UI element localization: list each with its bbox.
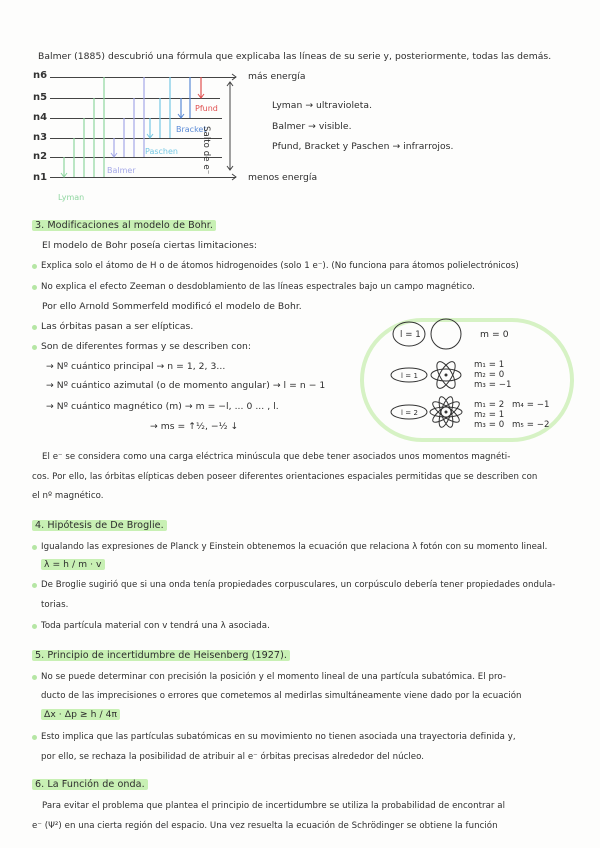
s3-para-c: el nº magnético. [32, 491, 104, 501]
de-broglie-equation [41, 559, 105, 571]
bullet-icon [32, 624, 37, 629]
s3-para-b: cos. Por ello, las órbitas elípticas deben poseer diferentes orientaciones espaciales permitidas que se describen con [32, 472, 538, 482]
level-label-n3: n3 [33, 132, 48, 143]
note-lyman: Lyman → ultravioleta. [272, 100, 373, 111]
s5-bullet-b-cont: por ello, se rechaza la posibilidad de atribuir al e⁻ órbitas precisas alrededor del núcleo. [41, 752, 425, 762]
series-label-bracket: Bracket [176, 125, 207, 134]
section-4-heading-text: 4. Hipótesis de De Broglie. [32, 520, 167, 531]
level-label-n6: n6 [33, 70, 48, 81]
section-5-heading [32, 650, 290, 662]
bullet-icon [32, 735, 37, 740]
quantum-number-magnetic: → Nº cuántico magnético (m) → m = −l, ... 0 ... , l. [46, 401, 279, 412]
orbital-m0-label: m = 0 [480, 329, 509, 340]
section-6-heading [32, 779, 148, 791]
orbital-l1-label: l = 1 [401, 372, 418, 380]
s5-bullet-a-cont: ducto de las imprecisiones o errores que cometemos al medirlas simultáneamente viene dado por la ecuación [41, 691, 522, 701]
de-broglie-equation-text: λ = h / m · v [41, 559, 105, 570]
s4-bullet-wave: De Broglie sugirió que si una onda tenía propiedades corpusculares, un corpúsculo debería tener propiedades ondula- [41, 580, 556, 590]
quantum-number-azimuthal: → Nº cuántico azimutal (o de momento angular) → l = n − 1 [46, 380, 326, 391]
series-label-paschen: Paschen [145, 147, 178, 156]
heisenberg-equation [41, 709, 120, 721]
heisenberg-equation-text: Δx · Δp ≥ h / 4π [41, 709, 120, 720]
section-3-heading-text: 3. Modificaciones al modelo de Bohr. [32, 220, 216, 231]
bullet-icon [32, 583, 37, 588]
orbital-m2-d: m₄ = −1 [512, 400, 550, 410]
series-label-balmer: Balmer [107, 166, 136, 175]
lower-energy-label: menos energía [248, 172, 318, 183]
orbital-m1-c: m₃ = −1 [474, 380, 512, 390]
s5-bullet-b: Esto implica que las partículas subatómicas en su movimiento no tienen asociada una trayectoria definida y, [41, 732, 516, 742]
orbital-m2-c: m₃ = 0 [474, 420, 505, 430]
section-4-heading [32, 520, 167, 532]
orbital-l2-label: l = 2 [401, 409, 418, 417]
electron-jump-axis-label: Salto de e⁻ [201, 126, 211, 175]
section-5-heading-text: 5. Principio de incertidumbre de Heisenberg (1927). [32, 650, 290, 661]
s3-bullet-hydrogen: Explica solo el átomo de H o de átomos hidrogenoides (solo 1 e⁻). (No funciona para átomos polielectrónicos) [41, 261, 519, 271]
s4-bullet-wave-cont: torias. [41, 600, 69, 610]
s3-intro: El modelo de Bohr poseía ciertas limitaciones: [42, 240, 257, 251]
s3-bullet-forms: Son de diferentes formas y se describen con: [41, 341, 252, 352]
bullet-icon [32, 675, 37, 680]
note-infrared: Pfund, Bracket y Paschen → infrarrojos. [272, 141, 454, 152]
intro-text: Balmer (1885) descubrió una fórmula que explicaba las líneas de su serie y, posteriormente, todas las demás. [38, 51, 552, 62]
series-label-pfund: Pfund [195, 104, 218, 113]
orbital-m2-a: m₁ = 2 [474, 400, 505, 410]
level-label-n1: n1 [33, 172, 48, 183]
level-label-n5: n5 [33, 92, 48, 103]
orbital-m2-b: m₂ = 1 [474, 410, 505, 420]
orbital-l0-label: l = 1 [400, 330, 421, 340]
level-label-n2: n2 [33, 151, 48, 162]
level-label-n4: n4 [33, 112, 48, 123]
s3-para-a: El e⁻ se considera como una carga eléctrica minúscula que debe tener asociados unos momentos magnéti- [42, 452, 511, 462]
s4-bullet-particle: Toda partícula material con v tendrá una λ asociada. [41, 621, 270, 631]
quantum-number-principal: → Nº cuántico principal → n = 1, 2, 3... [46, 361, 226, 372]
s3-bullet-zeeman: No explica el efecto Zeeman o desdoblamiento de las líneas espectrales bajo un campo magnético. [41, 282, 475, 292]
s3-sommerfeld: Por ello Arnold Sommerfeld modificó el modelo de Bohr. [42, 301, 302, 312]
note-balmer: Balmer → visible. [272, 121, 352, 132]
s6-para-a: Para evitar el problema que plantea el principio de incertidumbre se utiliza la probabilidad de encontrar al [42, 801, 506, 811]
series-label-lyman: Lyman [58, 193, 85, 202]
quantum-number-spin: → ms = ↑½, −½ ↓ [150, 421, 239, 432]
s6-para-b: e⁻ (Ψ²) en una cierta región del espacio. Una vez resuelta la ecuación de Schrödinger se obtiene la función [32, 821, 498, 831]
s5-bullet-a: No se puede determinar con precisión la posición y el momento lineal de una partícula subatómica. El pro- [41, 672, 507, 682]
orbital-m1-b: m₂ = 0 [474, 370, 505, 380]
s3-bullet-elliptic: Las órbitas pasan a ser elípticas. [41, 321, 194, 332]
orbital-m1-a: m₁ = 1 [474, 360, 505, 370]
bullet-icon [32, 545, 37, 550]
section-6-heading-text: 6. La Función de onda. [32, 779, 148, 790]
orbital-m2-e: m₅ = −2 [512, 420, 550, 430]
higher-energy-label: más energía [248, 71, 306, 82]
s4-bullet-planck: Igualando las expresiones de Planck y Einstein obtenemos la ecuación que relaciona λ fotón con su momento lineal. [41, 542, 548, 552]
